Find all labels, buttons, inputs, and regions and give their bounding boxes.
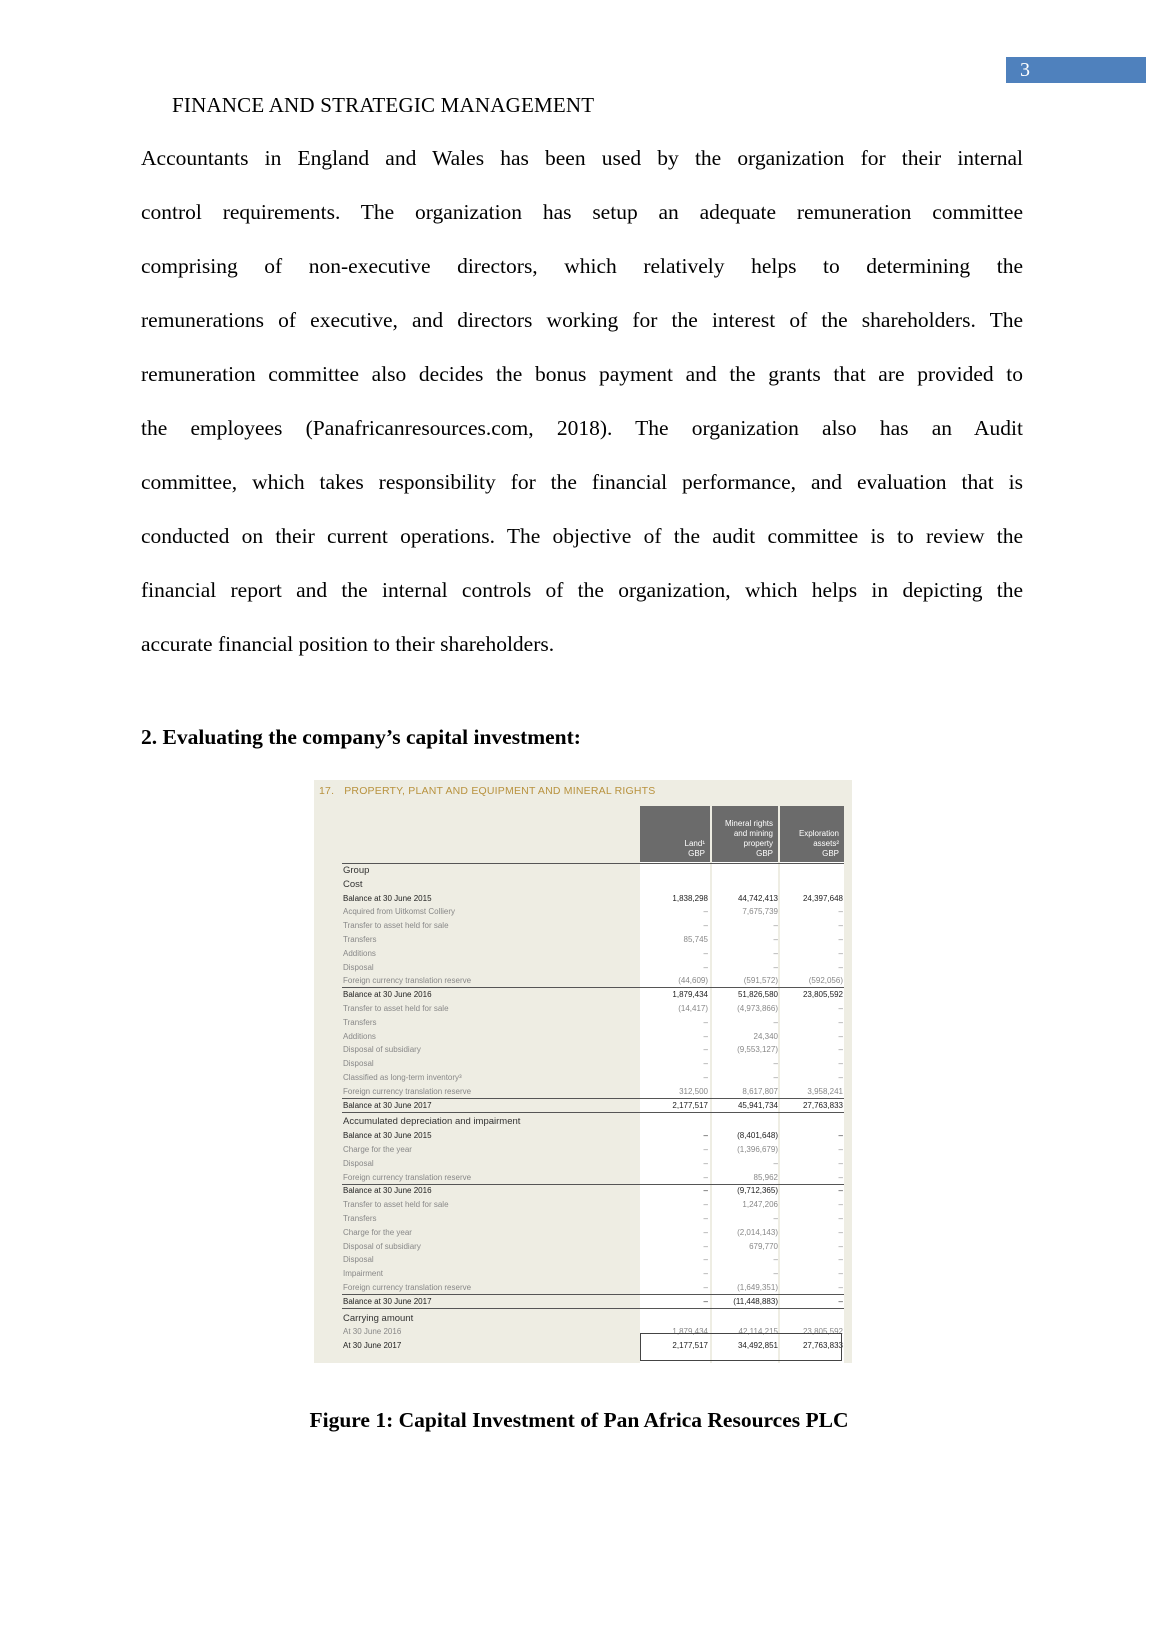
cell-exploration: 23,805,592 xyxy=(802,990,843,1000)
cell-land: 1,879,434 xyxy=(672,1327,708,1337)
row-label: Transfers xyxy=(343,935,377,944)
paragraph-line: comprising of non-executive directors, which relatively helps to determining the xyxy=(141,254,1023,278)
header-line: Land¹ xyxy=(684,839,705,848)
figure-title-text: PROPERTY, PLANT AND EQUIPMENT AND MINERAL RIGHTS xyxy=(344,785,656,797)
row-label: Acquired from Uitkomst Colliery xyxy=(343,907,456,917)
table-row xyxy=(314,1281,852,1294)
cell-exploration: – xyxy=(838,948,843,958)
table-row xyxy=(314,1099,852,1112)
table-row xyxy=(314,1129,852,1142)
row-label: Classified as long-term inventory³ xyxy=(343,1073,462,1082)
cell-land: – xyxy=(703,1031,708,1041)
cell-exploration: – xyxy=(838,1172,843,1182)
row-label: Transfer to asset held for sale xyxy=(343,1004,449,1013)
cell-mineral-rights: 34,492,851 xyxy=(737,1341,778,1351)
row-label: Group xyxy=(343,865,370,876)
cell-land: – xyxy=(703,1017,708,1027)
cell-exploration: – xyxy=(838,1269,843,1279)
cell-mineral-rights: 1,247,206 xyxy=(742,1200,778,1210)
header-line: GBP xyxy=(688,849,705,858)
cell-mineral-rights: – xyxy=(773,1059,778,1069)
cell-land: – xyxy=(703,1214,708,1223)
cell-land: – xyxy=(703,1145,708,1154)
cell-land: – xyxy=(703,1296,708,1306)
cell-land: – xyxy=(703,1241,708,1251)
table-row xyxy=(314,1085,852,1098)
cell-exploration: – xyxy=(838,1017,843,1027)
cell-exploration: – xyxy=(838,1131,843,1141)
cell-land: – xyxy=(703,1255,708,1265)
row-label: Disposal of subsidiary xyxy=(343,1241,421,1251)
table-row xyxy=(314,1171,852,1184)
running-head: FINANCE AND STRATEGIC MANAGEMENT xyxy=(172,93,595,117)
cell-mineral-rights: (591,572) xyxy=(743,976,778,986)
table-row xyxy=(314,1115,852,1128)
table-row xyxy=(314,1198,852,1211)
cell-land: – xyxy=(703,1269,708,1279)
cell-land: – xyxy=(703,1200,708,1210)
cell-mineral-rights: 44,742,413 xyxy=(737,893,778,903)
paragraph-line: control requirements. The organization has setup an adequate remuneration committee xyxy=(141,200,1023,224)
paragraph-line: financial report and the internal controls of the organization, which helps in depicting the xyxy=(141,578,1023,602)
row-label: Carrying amount xyxy=(343,1312,414,1324)
column-header-exploration xyxy=(780,806,844,862)
cell-land: 1,879,434 xyxy=(672,990,708,1000)
row-label: Transfers xyxy=(343,1017,377,1027)
table-row xyxy=(314,1143,852,1156)
table-row xyxy=(314,1043,852,1056)
table-row xyxy=(314,1267,852,1280)
cell-mineral-rights: (8,401,648) xyxy=(737,1131,778,1141)
cell-exploration: – xyxy=(838,1158,843,1168)
cell-mineral-rights: (1,649,351) xyxy=(737,1283,778,1292)
cell-mineral-rights: – xyxy=(773,935,778,944)
row-label: Foreign currency translation reserve xyxy=(343,1086,472,1096)
table-row xyxy=(314,892,852,905)
cell-exploration: – xyxy=(838,1200,843,1210)
row-label: Disposal of subsidiary xyxy=(343,1045,421,1055)
cell-land: – xyxy=(703,1158,708,1168)
cell-mineral-rights: – xyxy=(773,948,778,958)
paragraph-line: conducted on their current operations. The objective of the audit committee is to review the xyxy=(141,524,1023,548)
cell-mineral-rights: (11,448,883) xyxy=(733,1296,778,1306)
cell-exploration: – xyxy=(838,1255,843,1265)
table-row xyxy=(314,947,852,960)
cell-mineral-rights: – xyxy=(773,1255,778,1265)
table-row xyxy=(314,864,852,877)
cell-land: 1,838,298 xyxy=(672,893,708,903)
cell-mineral-rights: 679,770 xyxy=(749,1241,778,1251)
table-row xyxy=(314,1312,852,1325)
row-label: Charge for the year xyxy=(343,1145,412,1154)
cell-exploration: – xyxy=(838,935,843,944)
cell-mineral-rights: (4,973,866) xyxy=(737,1004,778,1013)
cell-mineral-rights: (9,712,365) xyxy=(737,1186,778,1196)
row-label: Balance at 30 June 2016 xyxy=(343,990,432,1000)
figure-caption: Figure 1: Capital Investment of Pan Africa Resources PLC xyxy=(309,1408,849,1432)
cell-land: (14,417) xyxy=(678,1004,708,1013)
table-row xyxy=(314,1002,852,1015)
row-label: Additions xyxy=(343,1031,376,1041)
cell-exploration: 24,397,648 xyxy=(802,893,843,903)
row-label: Balance at 30 June 2015 xyxy=(343,893,432,903)
cell-land: – xyxy=(703,1227,708,1237)
cell-exploration: (592,056) xyxy=(808,976,843,986)
table-row xyxy=(314,1295,852,1308)
header-line: and mining xyxy=(733,829,773,838)
table-rule xyxy=(342,1308,844,1309)
cell-land: – xyxy=(703,1186,708,1196)
table-row xyxy=(314,1016,852,1029)
column-header-land xyxy=(640,806,710,862)
header-line: GBP xyxy=(756,849,773,858)
row-label: Disposal xyxy=(343,1255,374,1265)
cell-exploration: 23,805,592 xyxy=(802,1327,843,1337)
cell-exploration: 3,958,241 xyxy=(807,1086,843,1096)
cell-mineral-rights: – xyxy=(773,1073,778,1082)
cell-land: – xyxy=(703,1172,708,1182)
paragraph-line: remunerations of executive, and directors working for the interest of the shareholders. The xyxy=(141,308,1023,332)
table-row xyxy=(314,1071,852,1084)
cell-land: 85,745 xyxy=(683,935,708,944)
row-label: Charge for the year xyxy=(343,1227,412,1237)
cell-mineral-rights: 7,675,739 xyxy=(742,907,778,917)
cell-land: – xyxy=(703,948,708,958)
cell-exploration: 27,763,833 xyxy=(802,1341,843,1351)
cell-land: – xyxy=(703,1059,708,1069)
financial-table-figure xyxy=(314,780,852,1363)
row-label: Balance at 30 June 2017 xyxy=(343,1296,432,1306)
row-label: Cost xyxy=(343,878,363,890)
cell-mineral-rights: 24,340 xyxy=(753,1031,778,1041)
cell-mineral-rights: 45,941,734 xyxy=(737,1100,778,1110)
cell-mineral-rights: 51,826,580 xyxy=(737,990,778,1000)
table-row xyxy=(314,878,852,891)
cell-mineral-rights: – xyxy=(773,1214,778,1223)
row-label: Additions xyxy=(343,948,376,958)
paragraph-line: committee, which takes responsibility for the financial performance, and evaluation that is xyxy=(141,470,1023,494)
row-label: Disposal xyxy=(343,962,374,972)
cell-mineral-rights: (1,396,679) xyxy=(737,1145,778,1154)
cell-exploration: – xyxy=(838,1073,843,1082)
cell-mineral-rights: – xyxy=(773,921,778,931)
cell-mineral-rights: (9,553,127) xyxy=(737,1045,778,1055)
cell-land: 312,500 xyxy=(679,1086,708,1096)
row-label: At 30 June 2016 xyxy=(343,1327,402,1337)
table-row xyxy=(314,961,852,974)
header-line: GBP xyxy=(822,849,839,858)
table-row xyxy=(314,974,852,987)
paragraph-line: Accountants in England and Wales has been used by the organization for their internal xyxy=(141,146,1023,170)
cell-land: – xyxy=(703,921,708,931)
cell-exploration: – xyxy=(838,1296,843,1306)
carrying-amount-box xyxy=(640,1333,842,1361)
cell-land: – xyxy=(703,1073,708,1082)
cell-exploration: – xyxy=(838,1031,843,1041)
cell-mineral-rights: – xyxy=(773,962,778,972)
figure-number: 17. xyxy=(319,785,335,797)
cell-mineral-rights: – xyxy=(773,1269,778,1279)
column-header-mineral-rights xyxy=(712,806,778,862)
cell-mineral-rights: 42,114,215 xyxy=(738,1327,778,1337)
row-label: Accumulated depreciation and impairment xyxy=(343,1116,521,1128)
page-number: 3 xyxy=(1006,57,1146,83)
row-label: Foreign currency translation reserve xyxy=(343,976,472,986)
table-row xyxy=(314,1157,852,1170)
table-row xyxy=(314,933,852,946)
row-label: Transfer to asset held for sale xyxy=(343,1200,449,1210)
row-label: Foreign currency translation reserve xyxy=(343,1283,472,1292)
cell-mineral-rights: – xyxy=(773,1017,778,1027)
table-row xyxy=(314,1226,852,1239)
row-label: Transfers xyxy=(343,1214,377,1223)
header-line: Exploration xyxy=(798,829,839,838)
cell-land: – xyxy=(703,1045,708,1055)
paragraph-line: the employees (Panafricanresources.com, 2018). The organization also has an Audit xyxy=(141,416,1023,440)
cell-exploration: – xyxy=(838,1045,843,1055)
table-rule xyxy=(342,1112,844,1113)
cell-mineral-rights: 8,617,807 xyxy=(742,1086,778,1096)
row-label: At 30 June 2017 xyxy=(343,1341,402,1351)
cell-mineral-rights: – xyxy=(773,1158,778,1168)
cell-exploration: – xyxy=(838,1186,843,1196)
cell-exploration: – xyxy=(838,1283,843,1292)
paragraph-line: remuneration committee also decides the bonus payment and the grants that are provided to xyxy=(141,362,1023,386)
table-row xyxy=(314,1030,852,1043)
cell-exploration: – xyxy=(838,907,843,917)
figure-title xyxy=(319,785,665,797)
cell-land: – xyxy=(703,1283,708,1292)
cell-exploration: – xyxy=(838,1059,843,1069)
row-label: Disposal xyxy=(343,1059,374,1069)
cell-exploration: 27,763,833 xyxy=(802,1100,843,1110)
table-row xyxy=(314,1184,852,1197)
cell-exploration: – xyxy=(838,962,843,972)
cell-exploration: – xyxy=(838,1145,843,1154)
cell-land: – xyxy=(703,1131,708,1141)
section-heading: 2. Evaluating the company’s capital investment: xyxy=(141,725,581,749)
cell-exploration: – xyxy=(838,1241,843,1251)
table-row xyxy=(314,988,852,1001)
body-paragraph xyxy=(141,131,1023,671)
cell-exploration: – xyxy=(838,1004,843,1013)
row-label: Foreign currency translation reserve xyxy=(343,1172,472,1182)
cell-exploration: – xyxy=(838,921,843,931)
cell-mineral-rights: (2,014,143) xyxy=(737,1227,778,1237)
table-row xyxy=(314,905,852,918)
header-line: Mineral rights xyxy=(724,819,773,828)
row-label: Disposal xyxy=(343,1158,374,1168)
paragraph-line: accurate financial position to their shareholders. xyxy=(141,632,555,656)
header-line: assets² xyxy=(813,839,839,848)
row-label: Balance at 30 June 2016 xyxy=(343,1186,432,1196)
cell-exploration: – xyxy=(838,1214,843,1223)
table-row xyxy=(314,919,852,932)
table-row xyxy=(314,1253,852,1266)
table-row xyxy=(314,1240,852,1253)
table-row xyxy=(314,1057,852,1070)
cell-land: (44,609) xyxy=(678,976,708,986)
cell-land: – xyxy=(703,962,708,972)
row-label: Balance at 30 June 2015 xyxy=(343,1131,432,1141)
row-label: Impairment xyxy=(343,1269,384,1279)
cell-mineral-rights: 85,962 xyxy=(753,1172,778,1182)
row-label: Transfer to asset held for sale xyxy=(343,921,449,931)
row-label: Balance at 30 June 2017 xyxy=(343,1100,432,1110)
cell-land: – xyxy=(703,907,708,917)
cell-land: 2,177,517 xyxy=(672,1341,708,1351)
table-row xyxy=(314,1212,852,1225)
cell-exploration: – xyxy=(838,1227,843,1237)
cell-land: 2,177,517 xyxy=(672,1100,708,1110)
header-line: property xyxy=(743,839,773,848)
